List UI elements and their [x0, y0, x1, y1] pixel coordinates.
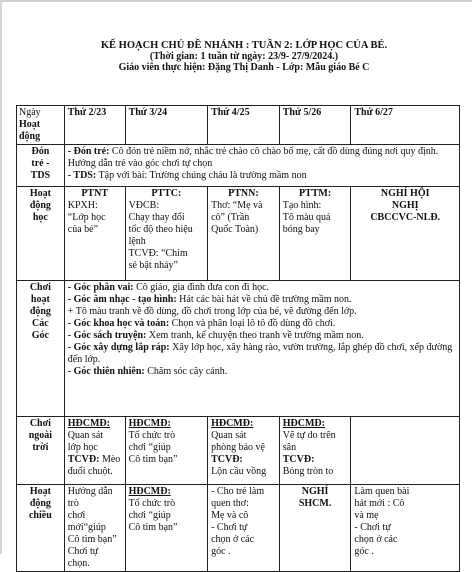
hdh-tue-cell: PTTC: VĐCB: Chạy thay đổi tốc độ theo hiệu lệnh TCVĐ: “Chim sẻ bật nhảy” [125, 187, 208, 281]
document-time: (Thời gian: 1 tuần từ ngày: 23/9- 27/9/2024.) [149, 51, 339, 62]
tds-line: - TDS: Tập với bài: Trường chúng cháu là trường mầm non [67, 170, 307, 181]
day-header-mon: Thứ 2/23 [64, 106, 125, 145]
cnt-wed-cell: HĐCMĐ: Quan sát phòng bảo vệ TCVĐ: Lộn cầu vồng [208, 417, 280, 485]
cnt-fri-cell [351, 417, 460, 485]
corner-label-line: Ngày [19, 107, 41, 118]
list-item: - Góc khoa học và toán: Chọn và phân loại lô tô đồ dùng đồ chơi. [67, 318, 336, 329]
choi-ngoai-troi-row [17, 417, 460, 485]
corner-cell [17, 106, 65, 145]
list-item: - Góc sách truyện: Xem tranh, kể chuyện theo tranh về trường mầm non. [67, 330, 364, 341]
hdc-wed-cell: - Cho trẻ làm quen thơ: Mẹ và cô - Chơi tự chọn ở các góc . [208, 485, 280, 572]
day-header-thu: Thứ 5/26 [279, 106, 351, 145]
row-label-line: Đón [31, 146, 50, 157]
schedule-table [16, 105, 460, 572]
hoat-dong-chieu-label: Hoạt động chiều [17, 485, 65, 572]
table-header-row [17, 106, 460, 145]
window-top-edge [0, 0, 472, 2]
document-title: KẾ HOẠCH CHỦ ĐỀ NHÁNH : TUẦN 2: LỚP HỌC CỦA BÉ. [100, 40, 388, 51]
row-label-line: trẻ - [31, 158, 50, 169]
choi-ngoai-troi-label: Chơi ngoài trời [17, 417, 65, 485]
hoat-dong-hoc-row [17, 187, 460, 281]
day-header-fri: Thứ 6/27 [351, 106, 460, 145]
hdc-fri-cell: Làm quen bài hát mới : Cô và mẹ - Chơi tự chọn ở các góc . [351, 485, 460, 572]
don-tre-row [17, 145, 460, 187]
choi-goc-label: Chơi hoạt động Các Góc [17, 281, 65, 417]
cnt-tue-cell: HĐCMĐ: Tổ chức trò chơi “giúp Cô tìm bạn” [125, 417, 208, 485]
row-label-line: TDS [30, 170, 51, 181]
hdh-wed-cell: PTNN: Thơ: “Mẹ và cô” (Trần Quốc Toàn) [208, 187, 280, 281]
don-tre-label [17, 145, 65, 187]
hdc-thu-cell: NGHỈ SHCM. [279, 485, 351, 572]
document-header [28, 40, 460, 73]
choi-goc-content [64, 281, 459, 417]
corner-label-line: Hoạt [19, 119, 41, 130]
don-tre-line: - Đón trẻ: Cô đón trẻ niềm nở, nhắc trẻ chào cô chào bố mẹ, cất đồ dùng đúng nơi quy định. Hướng dẫn trẻ vào góc chơi tự chọn [67, 146, 439, 169]
list-item: - Góc phân vai: Cô giáo, gia đình đưa con đi học. [67, 282, 270, 293]
hdh-mon-cell: PTNT KPXH: “Lớp học của bé” [64, 187, 125, 281]
corner-label-line: động [19, 131, 41, 142]
window-left-edge [0, 0, 2, 554]
hdh-thu-cell: PTTM: Tạo hình: Tô màu quả bóng bay [279, 187, 351, 281]
cnt-thu-cell: HĐCMĐ: Vẽ tự do trên sân TCVĐ: Bóng tròn to [279, 417, 351, 485]
day-header-tue: Thứ 3/24 [125, 106, 208, 145]
hoat-dong-hoc-label: Hoạt động học [17, 187, 65, 281]
hdc-mon-cell: Hướng dẫn trò chơi mới“giúp Cô tìm bạn” Chơi tự chọn. [64, 485, 125, 572]
cnt-mon-cell: HĐCMĐ: Quan sát lớp học TCVĐ: Mèo đuổi chuột. [64, 417, 125, 485]
choi-goc-row [17, 281, 460, 417]
list-item: + Tô màu tranh về đồ dùng, đồ chơi trong lớp của bé, vẽ đường đến lớp. [67, 306, 357, 317]
list-item: - Góc âm nhạc - tạo hình: Hát các bài hát về chủ đề trường mầm non. [67, 294, 352, 305]
list-item: - Góc xây dựng lắp ráp: Xây lớp học, xây hàng rào, vườn trường, lắp ghép đồ chơi, xếp đường đến lớp. [67, 342, 453, 365]
don-tre-content [64, 145, 459, 187]
hoat-dong-chieu-row [17, 485, 460, 572]
document-page [28, 40, 460, 73]
document-teacher: Giáo viên thực hiện: Đặng Thị Danh - Lớp: Mẫu giáo Bé C [118, 62, 370, 73]
list-item: - Góc thiên nhiên: Chăm sóc cây cảnh. [67, 366, 228, 377]
day-header-wed: Thứ 4/25 [208, 106, 280, 145]
hdc-tue-cell: HĐCMĐ: Tổ chức trò chơi “giúp Cô tìm bạn” [125, 485, 208, 572]
hdh-fri-cell: NGHỈ HỘI NGHỊ CBCCVC-NLĐ. [351, 187, 460, 281]
